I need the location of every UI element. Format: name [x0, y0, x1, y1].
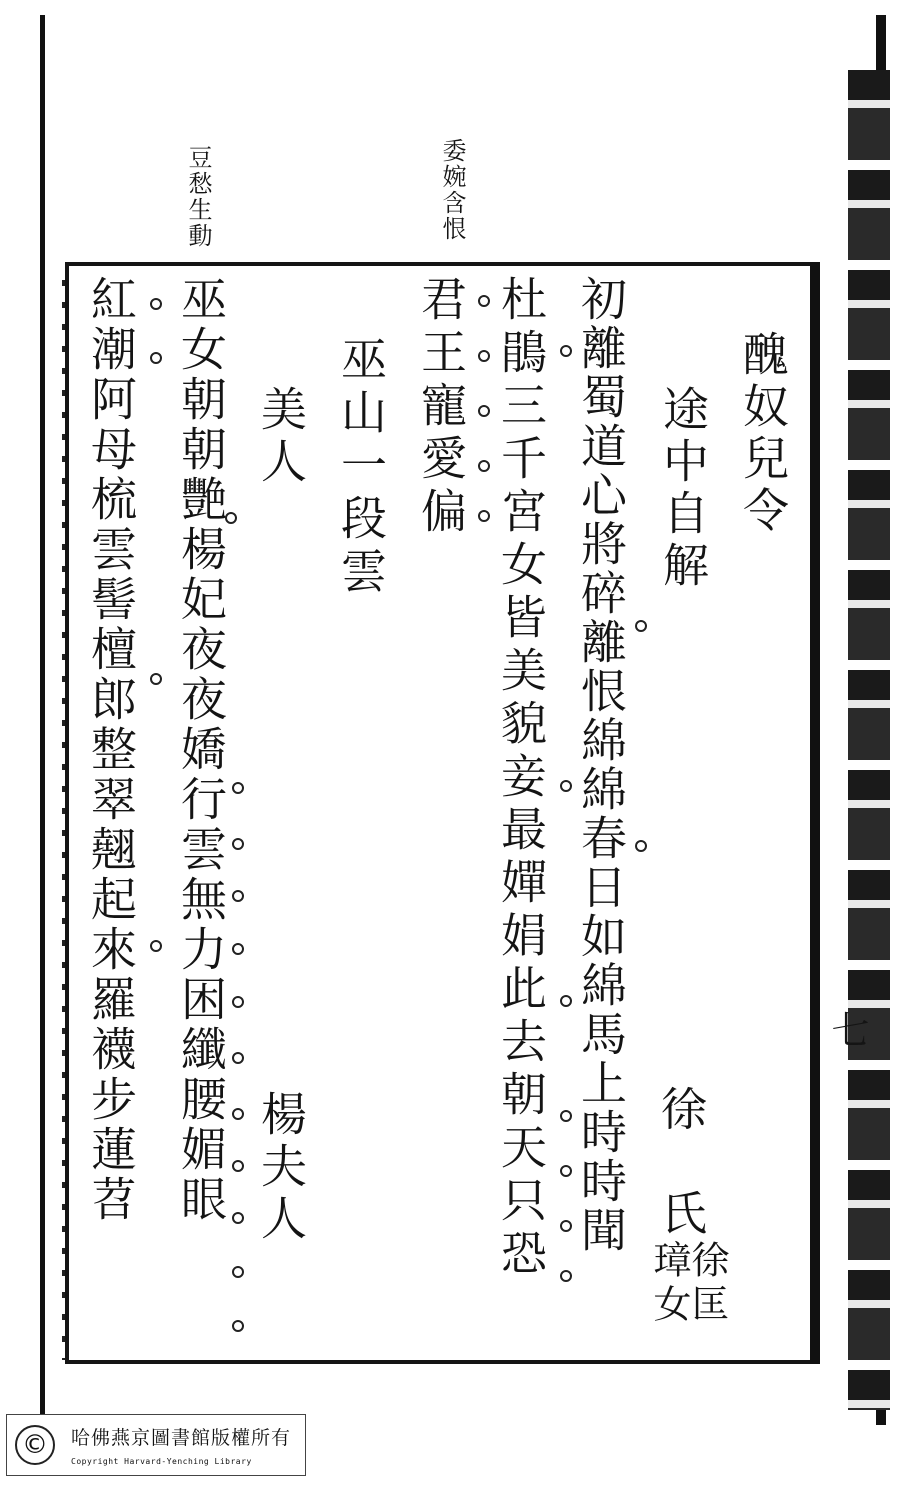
author-note-1b: 璋女: [647, 1240, 691, 1328]
text-line-2: 杜鵑三千宮女皆美貌妾最嬋娟此去朝天只恐: [494, 275, 548, 1282]
text-line-1: 初離蜀道心將碎離恨綿綿春日如綿馬上時時聞: [574, 275, 628, 1255]
text-line-6: 巫女朝朝艷楊妃夜夜嬌行雲無力困纖腰媚眼: [174, 275, 228, 1225]
author-name-1: 徐 氏: [654, 1085, 708, 1241]
punctuation-circle: [150, 298, 162, 310]
punctuation-circle: [478, 295, 490, 307]
copyright-text-english: Copyright Harvard-Yenching Library: [71, 1457, 252, 1466]
punctuation-circle: [225, 512, 237, 524]
punctuation-circle: [560, 1270, 572, 1282]
punctuation-circle: [232, 1212, 244, 1224]
punctuation-circle: [232, 1052, 244, 1064]
punctuation-circle: [560, 1220, 572, 1232]
right-page-edge-strip: [848, 70, 890, 1410]
text-line-4: 巫山一段雲: [334, 335, 388, 600]
punctuation-circle: [635, 620, 647, 632]
punctuation-circle: [635, 840, 647, 852]
punctuation-circle: [560, 345, 572, 357]
punctuation-circle: [232, 782, 244, 794]
text-line-7: 紅潮阿母梳雲髻檀郎整翠翹起來羅襪步蓮苕: [84, 275, 138, 1225]
punctuation-circle: [478, 350, 490, 362]
punctuation-circle: [150, 673, 162, 685]
punctuation-circle: [560, 995, 572, 1007]
punctuation-circle: [150, 352, 162, 364]
punctuation-circle: [232, 890, 244, 902]
punctuation-circle: [232, 996, 244, 1008]
author-name-2: 楊夫人: [254, 1090, 308, 1246]
left-edge-line: [40, 15, 45, 1415]
punctuation-circle: [232, 1108, 244, 1120]
punctuation-circle: [232, 838, 244, 850]
punctuation-circle: [232, 1160, 244, 1172]
author-note-1a: 徐匡: [685, 1240, 729, 1328]
copyright-text-chinese: 哈佛燕京圖書館版權所有: [71, 1427, 292, 1449]
ci-title: 醜奴兒令: [736, 330, 790, 538]
punctuation-circle: [232, 943, 244, 955]
copyright-icon: ©: [15, 1425, 55, 1465]
margin-note-left: 豆愁生動: [184, 145, 212, 249]
punctuation-circle: [478, 510, 490, 522]
margin-note-right: 委婉含恨: [438, 138, 466, 242]
copyright-stamp: [6, 1414, 306, 1476]
punctuation-circle: [560, 1165, 572, 1177]
punctuation-circle: [478, 405, 490, 417]
punctuation-circle: [150, 940, 162, 952]
punctuation-circle: [232, 1320, 244, 1332]
punctuation-circle: [560, 1110, 572, 1122]
punctuation-circle: [232, 1266, 244, 1278]
text-line-5-heading: 美人: [254, 385, 308, 489]
text-line-3: 君王寵愛偏: [414, 275, 468, 540]
punctuation-circle: [478, 460, 490, 472]
section-title: 途中自解: [656, 385, 710, 593]
frame-right-thick-line: [810, 262, 820, 1364]
punctuation-circle: [560, 780, 572, 792]
page-number-mark: 七: [825, 1010, 869, 1054]
